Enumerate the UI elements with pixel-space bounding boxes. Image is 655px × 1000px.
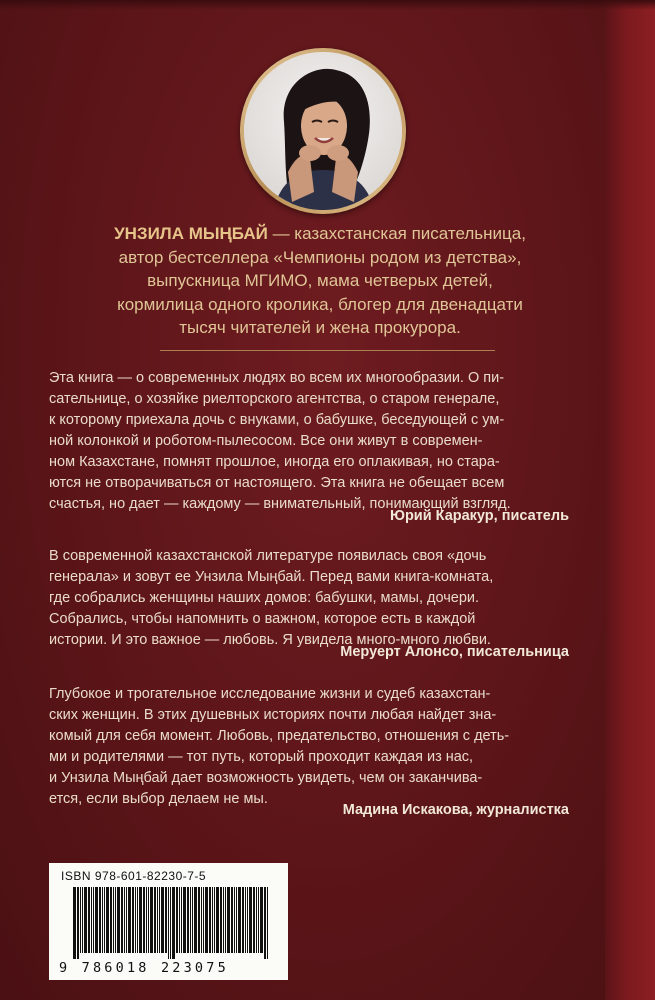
barcode-bar bbox=[73, 887, 76, 959]
author-photo bbox=[244, 52, 402, 210]
barcode-bar bbox=[124, 887, 125, 953]
barcode-bar bbox=[80, 887, 81, 953]
barcode-bar bbox=[157, 887, 158, 953]
barcode-bar bbox=[201, 887, 202, 953]
review-author-2: Меруерт Алонсо, писательница bbox=[340, 644, 569, 660]
barcode-bar bbox=[165, 887, 167, 953]
quote-line: ются не отворачиваться от настоящего. Эта книга не обещает всем bbox=[49, 475, 505, 491]
barcode-bar bbox=[190, 887, 191, 953]
barcode-bar bbox=[99, 887, 101, 953]
barcode-bar bbox=[146, 887, 147, 953]
barcode-bar bbox=[117, 887, 120, 953]
review-author-1: Юрий Каракур, писатель bbox=[390, 508, 569, 524]
section-divider bbox=[160, 350, 495, 351]
barcode-bar bbox=[91, 887, 92, 953]
barcode-bar bbox=[176, 887, 178, 953]
barcode-bar bbox=[234, 887, 235, 953]
barcode-bar bbox=[209, 887, 211, 953]
barcode-bar bbox=[223, 887, 224, 953]
quote-line: где собрались женщины наших домов: бабушки, мамы, дочери. bbox=[49, 590, 480, 606]
barcode-bar bbox=[203, 887, 204, 953]
barcode-bar bbox=[198, 887, 200, 953]
barcode-bar bbox=[159, 887, 160, 953]
barcode-bar bbox=[236, 887, 237, 953]
barcode-bar bbox=[216, 887, 219, 953]
author-name: УНЗИЛА МЫҢБАЙ bbox=[114, 224, 268, 243]
barcode-bar bbox=[227, 887, 230, 953]
barcode-bar bbox=[264, 887, 266, 959]
barcode-bar bbox=[168, 887, 169, 959]
quote-line: ских женщин. В этих душевных историях почти любая найдет зна- bbox=[49, 707, 497, 723]
quote-line: к которому приехала дочь с внуками, о бабушке, беседующей с ум- bbox=[49, 412, 505, 428]
barcode-bar bbox=[205, 887, 208, 953]
review-quote-3 bbox=[49, 684, 574, 810]
barcode-bar bbox=[179, 887, 180, 953]
barcode-bar bbox=[154, 887, 156, 953]
isbn-barcode bbox=[49, 863, 288, 980]
barcode-bar bbox=[126, 887, 127, 953]
quote-line: В современной казахстанской литературе появилась своя «дочь bbox=[49, 548, 487, 564]
barcode-bar bbox=[113, 887, 114, 953]
quote-line: комый для себя момент. Любовь, предательство, отношения с деть- bbox=[49, 728, 510, 744]
barcode-bar bbox=[187, 887, 189, 953]
barcode-bar bbox=[137, 887, 138, 953]
cover-edge bbox=[605, 0, 655, 1000]
barcode-bar bbox=[95, 887, 98, 953]
quote-line: истории. И это важное — любовь. Я увидела много-много любви. bbox=[49, 632, 491, 648]
quote-line: счастья, но дает — каждому — внимательный, понимающий взгляд. bbox=[49, 496, 511, 512]
barcode-bar bbox=[115, 887, 116, 953]
bio-line-5: тысяч читателей и жена прокурора. bbox=[179, 318, 461, 337]
quote-line: и Унзила Мыңбай дает возможность увидеть, чем он заканчива- bbox=[49, 770, 483, 786]
barcode-bar bbox=[258, 887, 259, 953]
barcode-bar bbox=[220, 887, 222, 953]
quote-line: Собрались, чтобы напомнить о важном, которое есть в каждой bbox=[49, 611, 476, 627]
barcode-bar bbox=[102, 887, 103, 953]
bio-line-1 bbox=[80, 222, 560, 246]
barcode-bar bbox=[245, 887, 246, 953]
bio-line-4: кормилица одного кролика, блогер для двенадцати bbox=[117, 294, 523, 314]
barcode-bar bbox=[84, 887, 87, 953]
barcode-bar bbox=[253, 887, 255, 953]
quote-line: ется, если выбор делаем не мы. bbox=[49, 791, 268, 807]
barcode-bar bbox=[247, 887, 248, 953]
barcode-bar bbox=[238, 887, 241, 953]
barcode-bar bbox=[260, 887, 263, 953]
review-quote-2 bbox=[49, 546, 574, 651]
bio-line-1-rest: — казахстанская писательница, bbox=[267, 224, 526, 243]
barcode-bar bbox=[249, 887, 252, 953]
quote-line: ми и родителями — тот путь, который проходит каждая из нас, bbox=[49, 749, 474, 765]
quote-line: Глубокое и трогательное исследование жизни и судеб казахстан- bbox=[49, 686, 491, 702]
barcode-bar bbox=[231, 887, 233, 953]
barcode-bar bbox=[170, 887, 171, 959]
barcode-bar bbox=[143, 887, 145, 953]
cover-top-shadow bbox=[0, 0, 655, 10]
barcode-bar bbox=[225, 887, 226, 953]
barcode-digits: 9 786018 223075 bbox=[59, 960, 229, 976]
barcode-bar bbox=[77, 887, 79, 959]
barcode-bar bbox=[267, 887, 268, 959]
barcode-bar bbox=[256, 887, 257, 953]
barcode-bar bbox=[192, 887, 193, 953]
barcode-bar bbox=[161, 887, 164, 953]
review-quote-1 bbox=[49, 368, 574, 515]
barcode-bar bbox=[104, 887, 105, 953]
quote-line: ной колонкой и роботом-пылесосом. Все они живут в современ- bbox=[49, 433, 483, 449]
barcode-bar bbox=[214, 887, 215, 953]
barcode-bar bbox=[93, 887, 94, 953]
bio-line-3: выпускница МГИМО, мама четверых детей, bbox=[147, 271, 493, 290]
barcode-bar bbox=[139, 887, 142, 953]
barcode-bar bbox=[110, 887, 112, 953]
quote-line: генерала» и зовут ее Унзила Мыңбай. Перед вами книга-комната, bbox=[49, 569, 494, 585]
barcode-bar bbox=[181, 887, 182, 953]
barcode-bar bbox=[88, 887, 90, 953]
review-author-3: Мадина Искакова, журналистка bbox=[342, 802, 569, 818]
barcode-bar bbox=[128, 887, 131, 953]
bio-line-2: автор бестселлера «Чемпионы родом из детства», bbox=[118, 247, 522, 267]
barcode-bar bbox=[106, 887, 109, 953]
barcode-bar bbox=[183, 887, 186, 953]
barcode-bar bbox=[135, 887, 136, 953]
barcode-bar bbox=[172, 887, 175, 959]
barcode-bar bbox=[148, 887, 149, 953]
barcode-bar bbox=[132, 887, 134, 953]
quote-line: Эта книга — о современных людях во всем их многообразии. О пи- bbox=[49, 370, 505, 386]
barcode-bar bbox=[82, 887, 83, 953]
barcode-bar bbox=[242, 887, 244, 953]
barcode-bars bbox=[73, 887, 269, 959]
isbn-number: ISBN 978-601-82230-7-5 bbox=[61, 869, 207, 883]
barcode-bar bbox=[150, 887, 153, 953]
barcode-bar bbox=[121, 887, 123, 953]
author-bio bbox=[80, 222, 560, 340]
quote-line: сательнице, о хозяйке риелторского агентства, о старом генерале, bbox=[49, 391, 500, 407]
barcode-bar bbox=[212, 887, 213, 953]
barcode-bar bbox=[194, 887, 197, 953]
author-portrait-illustration bbox=[244, 52, 402, 210]
quote-line: ном Казахстане, помнят прошлое, иногда его оплакивая, но стара- bbox=[49, 454, 500, 470]
